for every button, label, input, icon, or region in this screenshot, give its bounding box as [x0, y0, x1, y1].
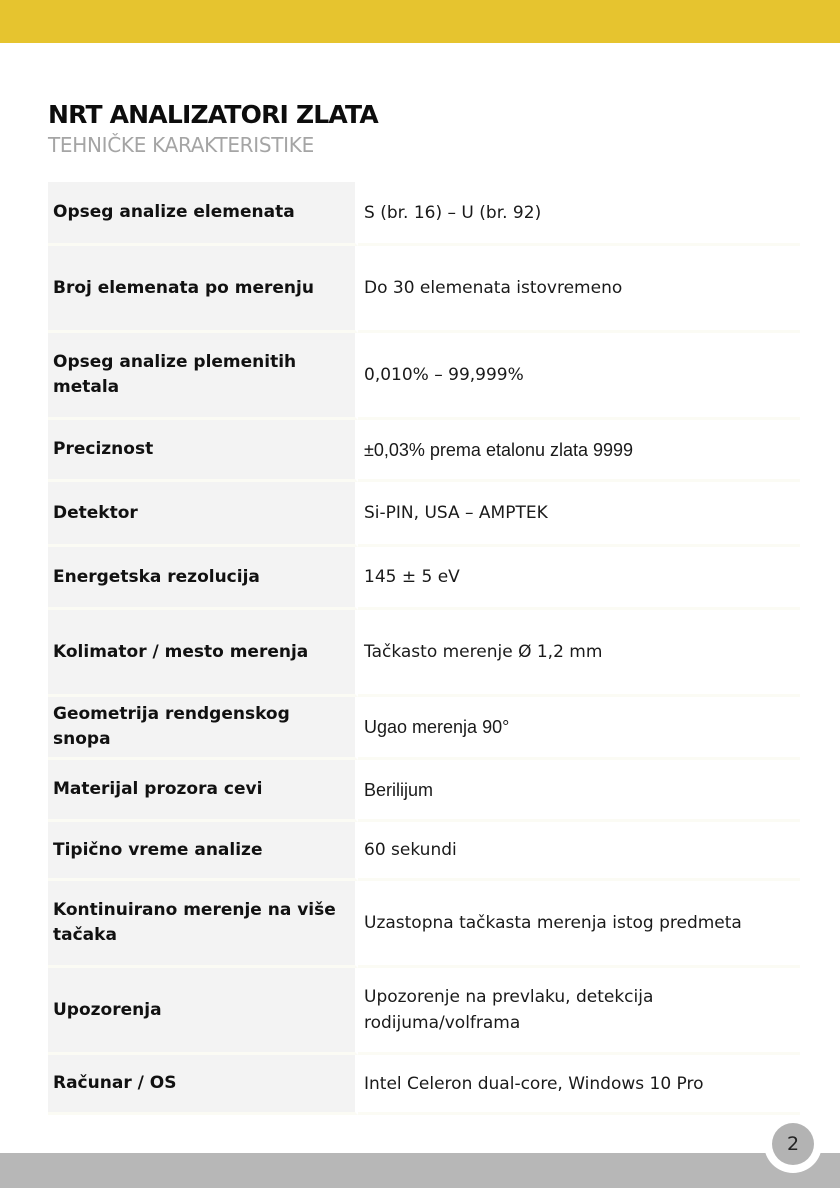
table-row — [48, 822, 800, 881]
table-row — [48, 182, 800, 246]
table-row — [48, 1055, 800, 1115]
spec-value: Do 30 elemenata istovremeno — [358, 246, 800, 333]
spec-value: 0,010% – 99,999% — [358, 333, 800, 420]
spec-label: Računar / OS — [48, 1055, 358, 1115]
page-number: 2 — [772, 1123, 814, 1165]
footer-bar — [0, 1153, 840, 1188]
spec-label: Kolimator / mesto merenja — [48, 610, 358, 697]
spec-label: Kontinuirano merenje na više tačaka — [48, 881, 358, 968]
spec-table — [48, 182, 800, 1115]
table-row — [48, 547, 800, 610]
spec-label: Preciznost — [48, 420, 358, 482]
spec-value: S (br. 16) – U (br. 92) — [358, 182, 800, 246]
page-title: NRT ANALIZATORI ZLATA — [48, 100, 378, 129]
spec-label: Opseg analize elemenata — [48, 182, 358, 246]
spec-value: Uzastopna tačkasta merenja istog predmeta — [358, 881, 800, 968]
spec-value: Berilijum — [358, 760, 800, 822]
page-subtitle: TEHNIČKE KARAKTERISTIKE — [48, 133, 314, 157]
spec-value: Intel Celeron dual-core, Windows 10 Pro — [358, 1055, 800, 1115]
table-row — [48, 333, 800, 420]
spec-value: Tačkasto merenje Ø 1,2 mm — [358, 610, 800, 697]
spec-label: Upozorenja — [48, 968, 358, 1055]
spec-label: Tipično vreme analize — [48, 822, 358, 881]
table-row — [48, 968, 800, 1055]
spec-label: Opseg analize plemenitih metala — [48, 333, 358, 420]
spec-value: Ugao merenja 90° — [358, 697, 800, 760]
spec-value: Upozorenje na prevlaku, detekcija rodijuma/volframa — [358, 968, 800, 1055]
spec-value: ±0,03% prema etalonu zlata 9999 — [358, 420, 800, 482]
table-row — [48, 760, 800, 822]
table-row — [48, 246, 800, 333]
spec-label: Energetska rezolucija — [48, 547, 358, 610]
spec-value: 60 sekundi — [358, 822, 800, 881]
spec-value: Si-PIN, USA – AMPTEK — [358, 482, 800, 547]
table-row — [48, 881, 800, 968]
table-row — [48, 420, 800, 482]
table-row — [48, 610, 800, 697]
table-row — [48, 482, 800, 547]
spec-label: Detektor — [48, 482, 358, 547]
spec-label: Broj elemenata po merenju — [48, 246, 358, 333]
spec-label: Geometrija rendgenskog snopa — [48, 697, 358, 760]
top-accent-bar — [0, 0, 840, 43]
spec-label: Materijal prozora cevi — [48, 760, 358, 822]
table-row — [48, 697, 800, 760]
spec-value: 145 ± 5 eV — [358, 547, 800, 610]
